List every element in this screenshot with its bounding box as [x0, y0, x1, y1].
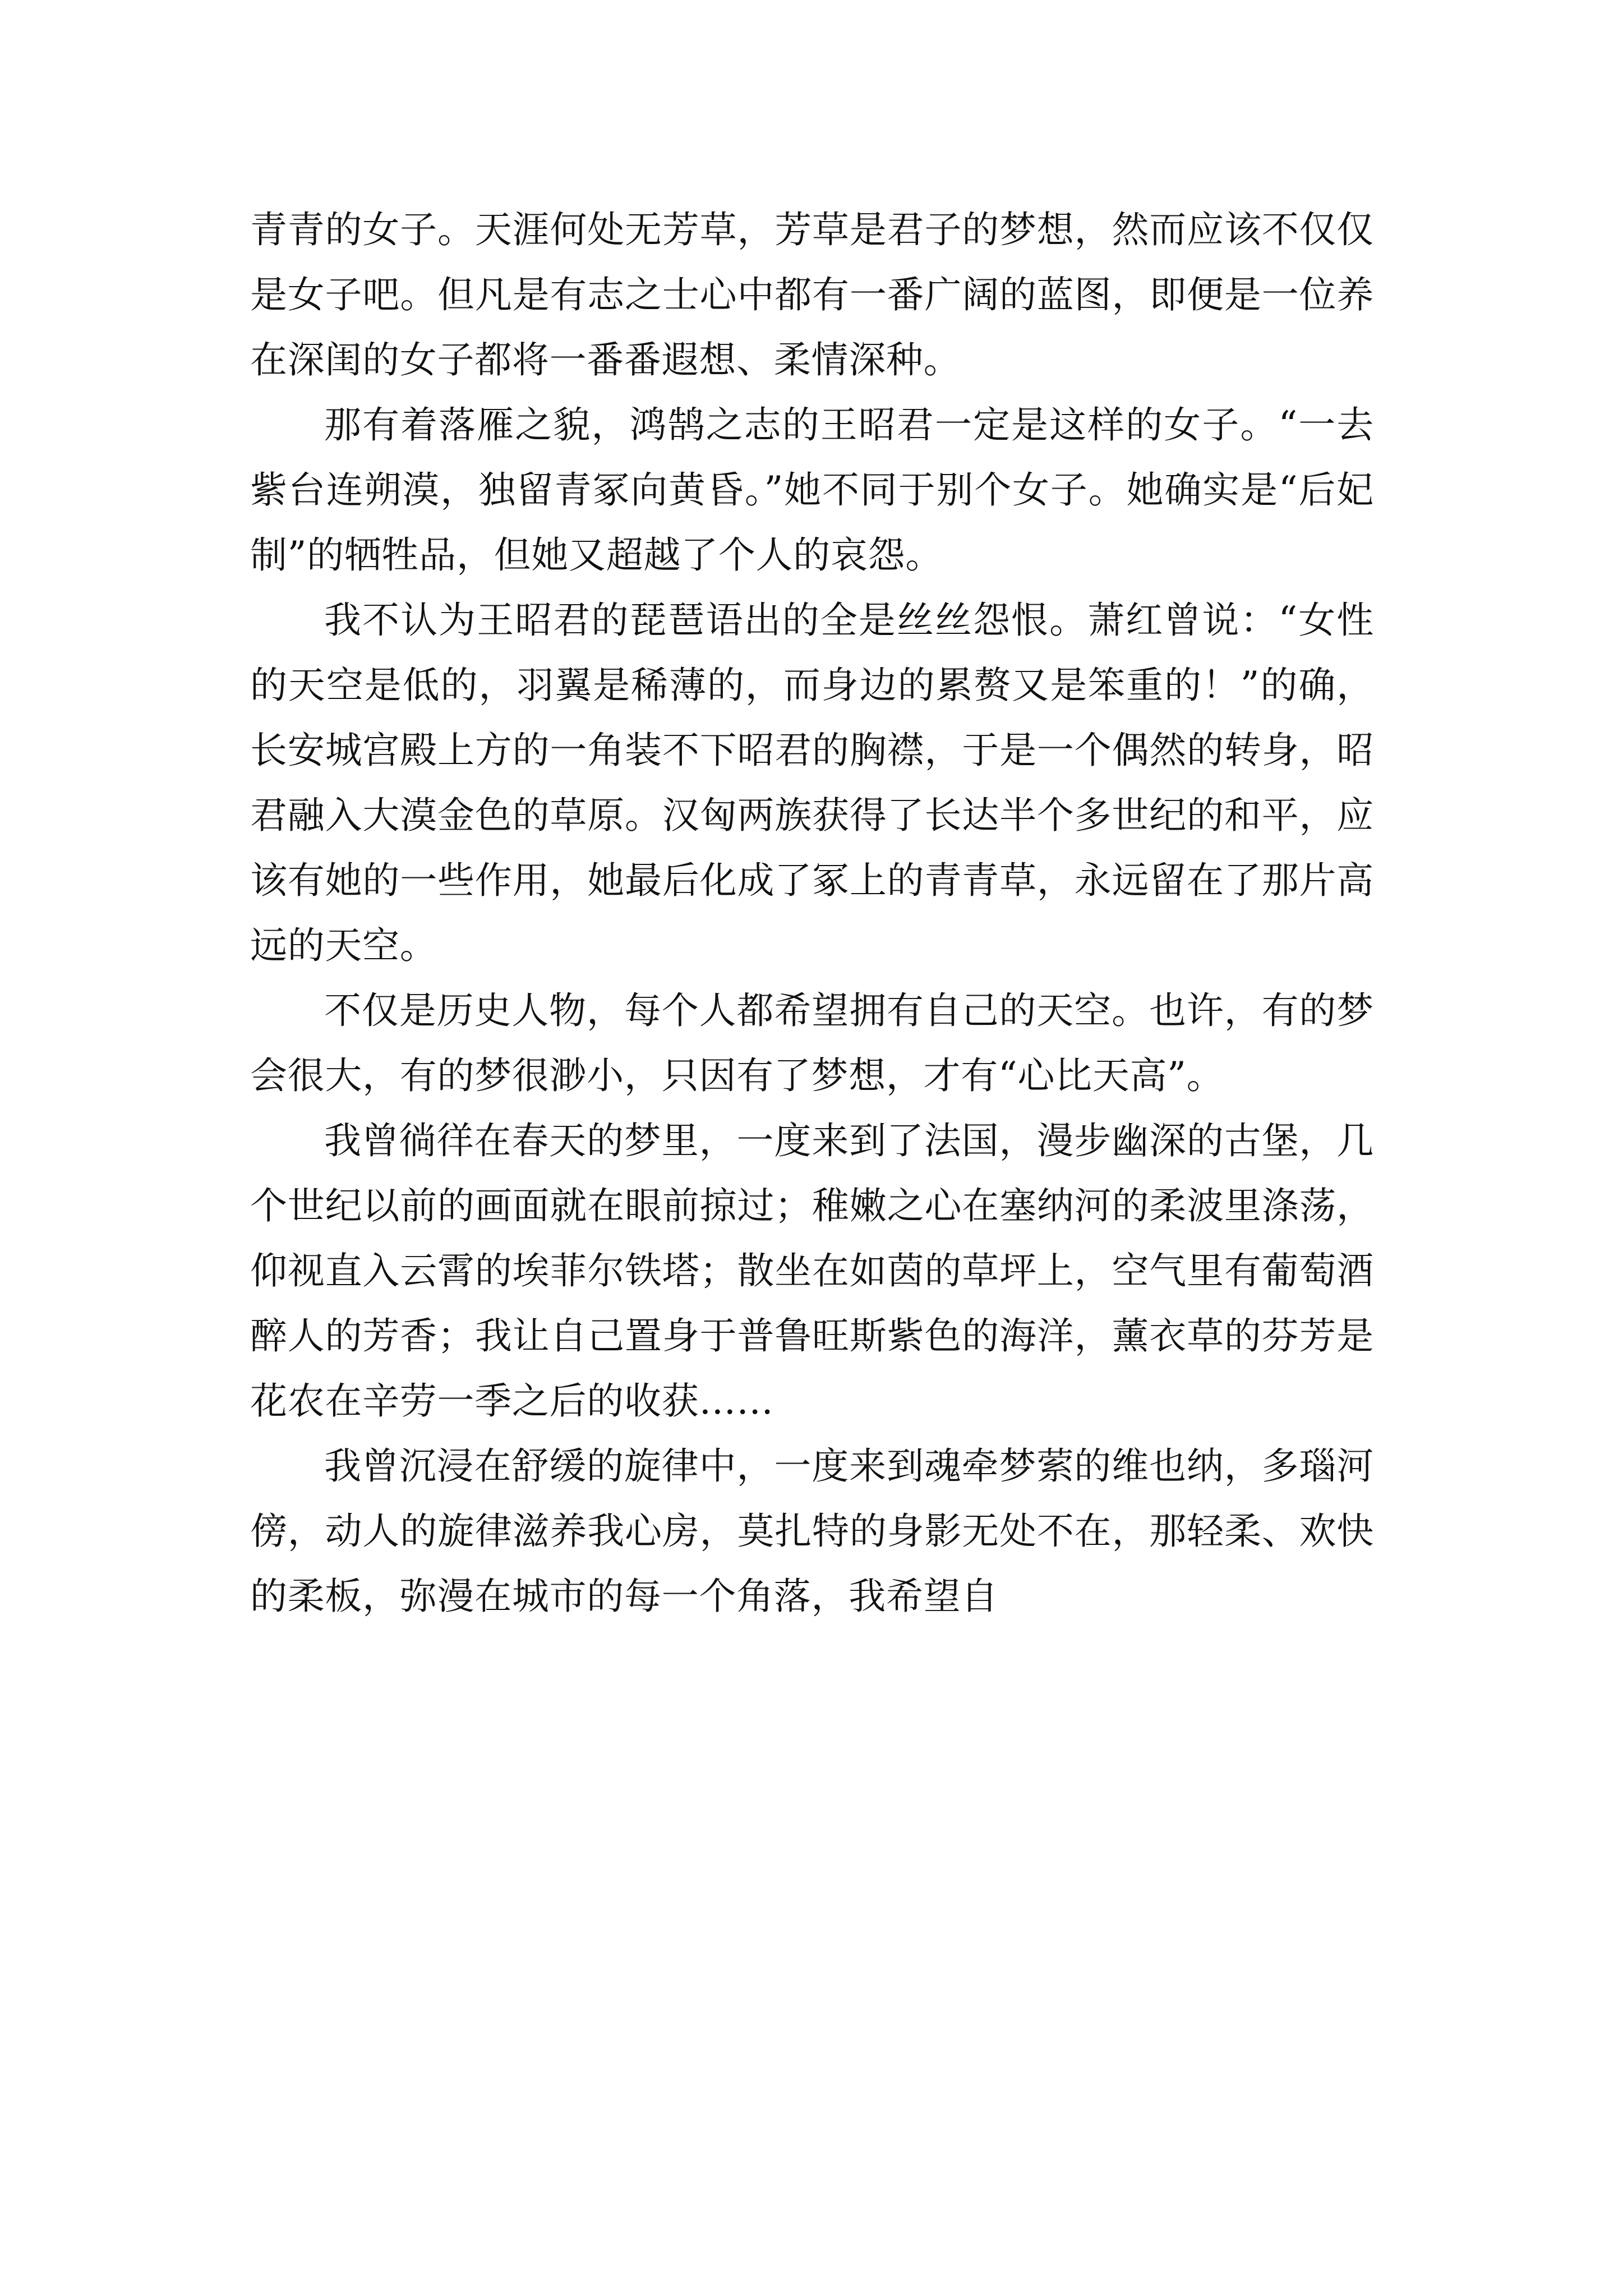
- paragraph-3: 我不认为王昭君的琵琶语出的全是丝丝怨恨。萧红曾说：“女性的天空是低的，羽翼是稀薄的，而身边的累赘又是笨重的！”的确，长安城宫殿上方的一角装不下昭君的胸襟，于是一个偶然的转身，昭君融入大漠金色的草原。汉匈两族获得了长达半个多世纪的和平，应该有她的一些作用，她最后化成了冢上的青青草，永远留在了那片高远的天空。: [250, 599, 1374, 967]
- paragraph-6: 我曾沉浸在舒缓的旋律中，一度来到魂牵梦萦的维也纳，多瑙河傍，动人的旋律滋养我心房，莫扎特的身影无处不在，那轻柔、欢快的柔板，弥漫在城市的每一个角落，我希望自: [250, 1444, 1374, 1618]
- paragraph-4: 不仅是历史人物，每个人都希望拥有自己的天空。也许，有的梦会很大，有的梦很渺小，只因有了梦想，才有“心比天高”。: [250, 989, 1374, 1097]
- document-body: [250, 197, 1374, 1629]
- paragraph-5: 我曾徜徉在春天的梦里，一度来到了法国，漫步幽深的古堡，几个世纪以前的画面就在眼前掠过；稚嫩之心在塞纳河的柔波里涤荡，仰视直入云霄的埃菲尔铁塔；散坐在如茵的草坪上，空气里有葡萄酒醉人的芳香；我让自己置身于普鲁旺斯紫色的海洋，薰衣草的芬芳是花农在辛劳一季之后的收获……: [250, 1119, 1374, 1423]
- paragraph-2: 那有着落雁之貌，鸿鹄之志的王昭君一定是这样的女子。“一去紫台连朔漠，独留青冢向黄昏。”她不同于别个女子。她确实是“后妃制”的牺牲品，但她又超越了个人的哀怨。: [250, 403, 1374, 577]
- paragraph-1: 青青的女子。天涯何处无芳草，芳草是君子的梦想，然而应该不仅仅是女子吧。但凡是有志之士心中都有一番广阔的蓝图，即便是一位养在深闺的女子都将一番番遐想、柔情深种。: [250, 208, 1374, 381]
